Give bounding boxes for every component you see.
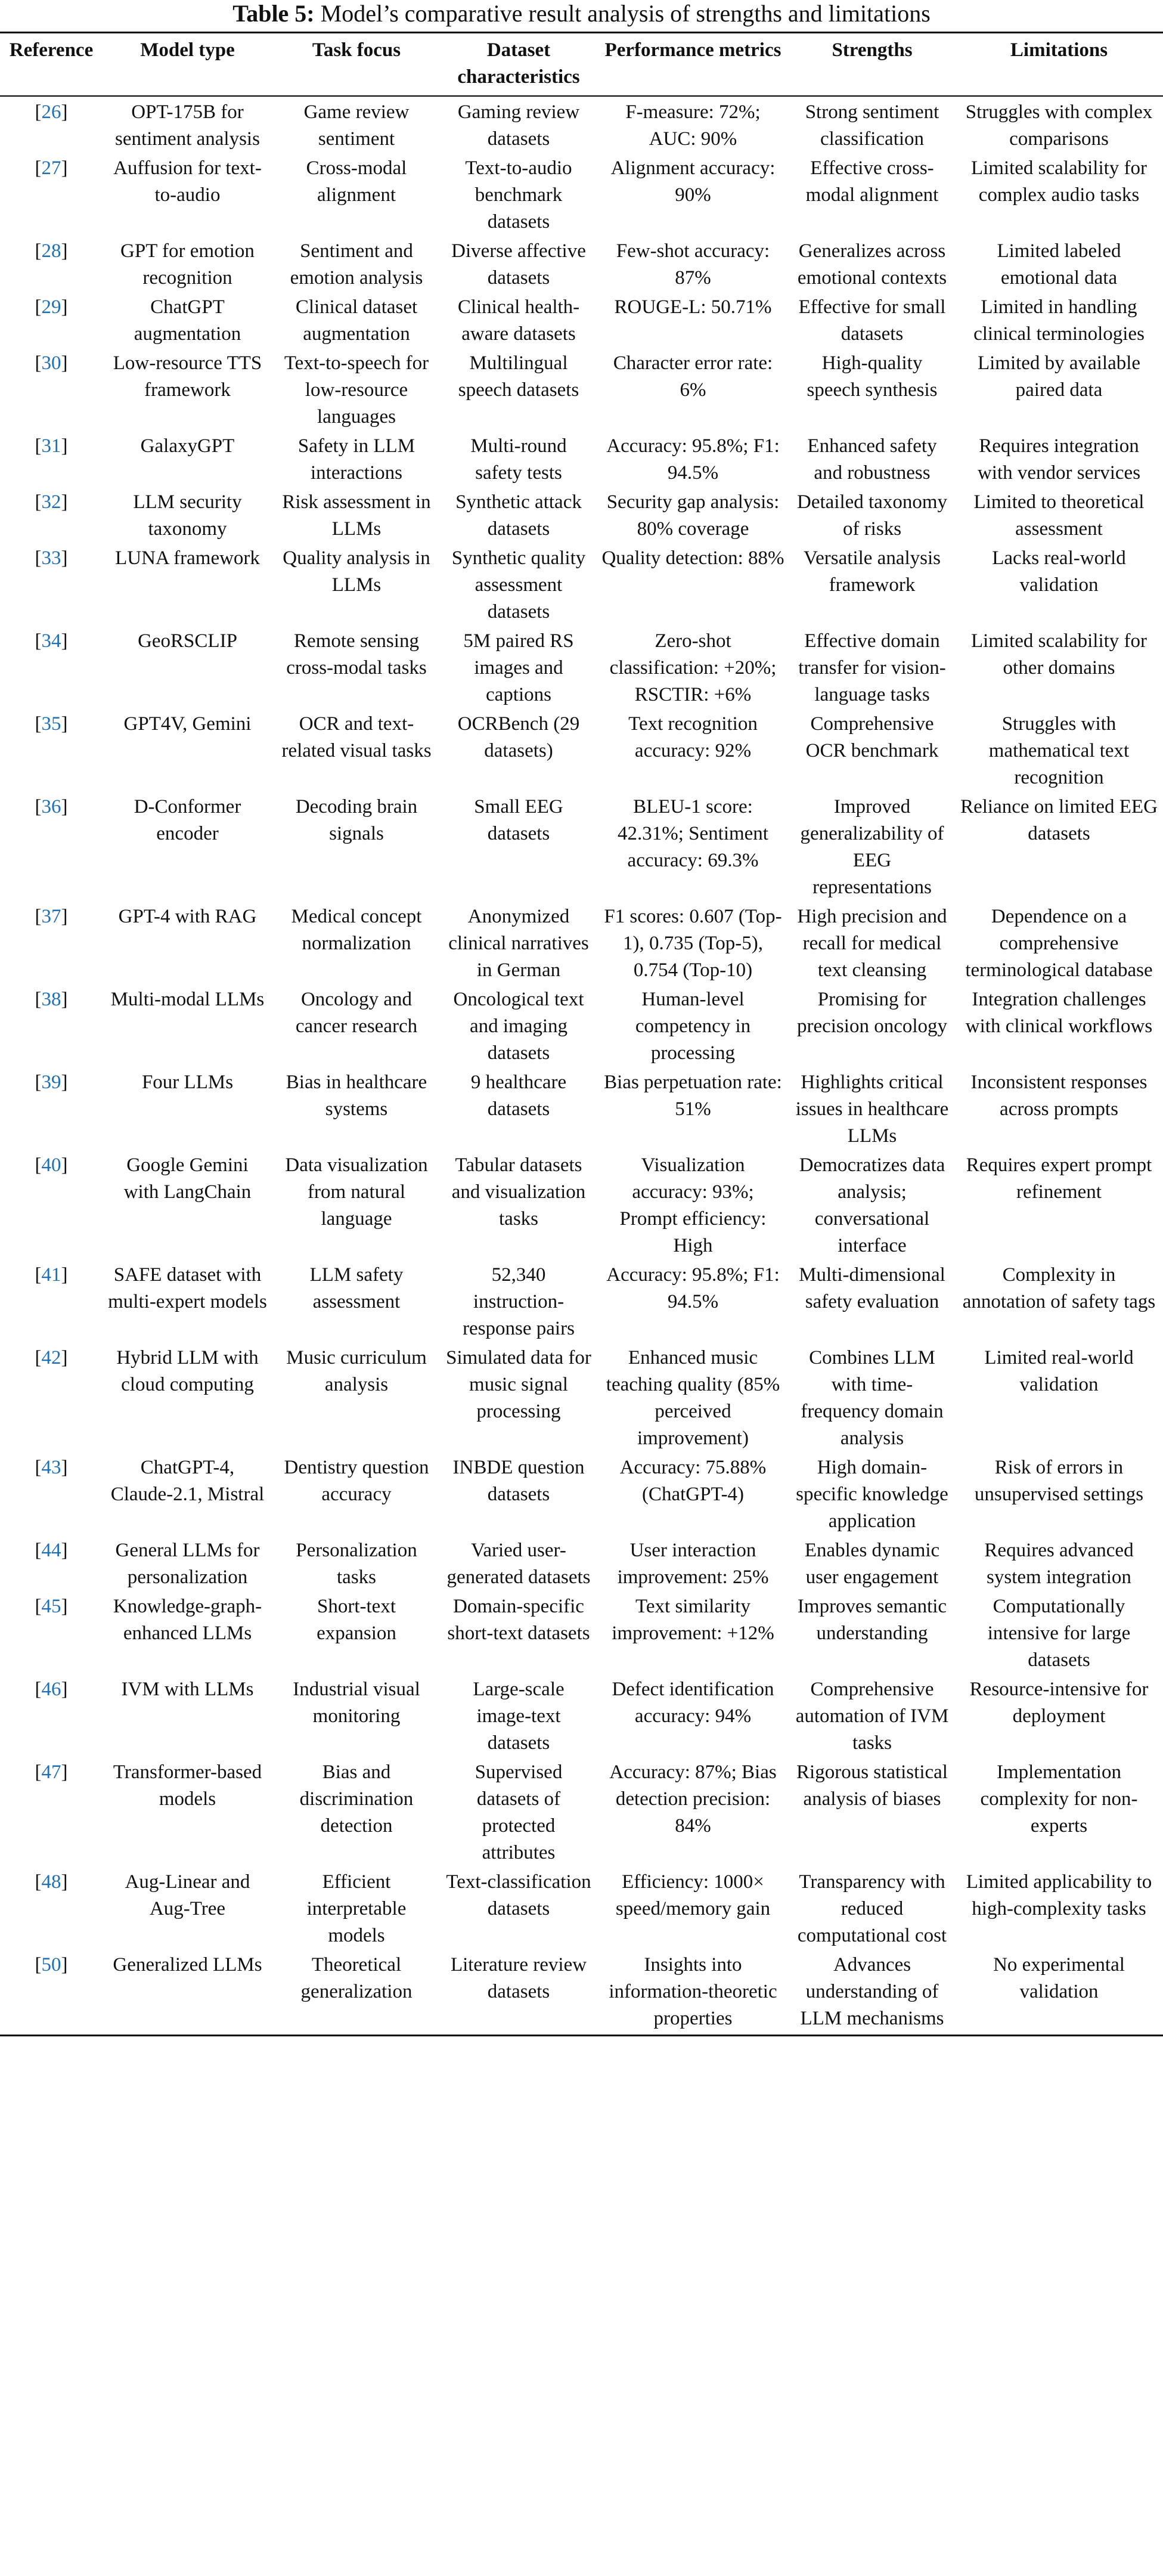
cell-strengths: Combines LLM with time-frequency domain analysis [801, 1347, 944, 1449]
reference-link[interactable]: 50 [41, 1954, 61, 1976]
reference-link[interactable]: 29 [41, 296, 61, 318]
reference-link[interactable]: 42 [41, 1347, 61, 1368]
cell-strengths: Democratizes data analysis; conversational interface [799, 1154, 945, 1256]
cell-limitations: Reliance on limited EEG datasets [960, 796, 1158, 844]
cell-model-type: Google Gemini with LangChain [123, 1154, 252, 1203]
cell-strengths: Improves semantic understanding [797, 1596, 947, 1644]
table-row [0, 1342, 1163, 1452]
table-row [0, 1949, 1163, 2036]
cell-performance-metrics: User interaction improvement: 25% [617, 1540, 769, 1588]
reference-link[interactable]: 31 [41, 435, 61, 457]
reference-link[interactable]: 26 [41, 101, 61, 123]
cell-strengths: Promising for precision oncology [796, 989, 948, 1037]
cell-limitations: Limited real-world validation [984, 1347, 1134, 1395]
cell-strengths: High domain-specific knowledge application [796, 1457, 948, 1532]
cell-performance-metrics: Character error rate: 6% [613, 352, 773, 401]
cell-task-focus: Personalization tasks [296, 1540, 417, 1588]
cell-performance-metrics: Accuracy: 95.8%; F1: 94.5% [606, 435, 780, 484]
table-caption-label: Table 5: [232, 0, 315, 27]
reference-link[interactable]: 45 [41, 1596, 61, 1617]
cell-task-focus: Quality analysis in LLMs [283, 547, 430, 596]
reference-link[interactable]: 30 [41, 352, 61, 374]
cell-reference: [33] [35, 547, 68, 569]
cell-strengths: Effective for small datasets [798, 296, 946, 345]
cell-model-type: Low-resource TTS framework [113, 352, 262, 401]
table-body [0, 96, 1163, 2036]
cell-task-focus: Bias in healthcare systems [286, 1072, 427, 1120]
cell-performance-metrics: Efficiency: 1000× speed/memory gain [615, 1871, 771, 1919]
cell-task-focus: Text-to-speech for low-resource languages [284, 352, 429, 428]
cell-dataset-characteristics: Varied user-generated datasets [446, 1540, 591, 1588]
cell-dataset-characteristics: Multi-round safety tests [470, 435, 567, 484]
cell-dataset-characteristics: Synthetic attack datasets [455, 491, 582, 540]
cell-model-type: Four LLMs [141, 1072, 234, 1093]
cell-dataset-characteristics: Large-scale image-text datasets [473, 1679, 565, 1754]
cell-performance-metrics: Security gap analysis: 80% coverage [606, 491, 780, 540]
cell-reference: [45] [35, 1596, 68, 1617]
cell-model-type: GPT4V, Gemini [123, 713, 252, 735]
cell-task-focus: Industrial visual monitoring [293, 1679, 420, 1727]
cell-dataset-characteristics: Gaming review datasets [457, 101, 580, 150]
cell-performance-metrics: Few-shot accuracy: 87% [616, 240, 770, 289]
cell-reference: [41] [35, 1264, 68, 1286]
header-performance-metrics: Performance metrics [597, 33, 789, 97]
cell-reference: [27] [35, 157, 68, 179]
header-task-focus: Task focus [272, 33, 441, 97]
reference-link[interactable]: 47 [41, 1761, 61, 1783]
reference-link[interactable]: 38 [41, 989, 61, 1010]
cell-model-type: LUNA framework [115, 547, 260, 569]
reference-link[interactable]: 40 [41, 1154, 61, 1176]
cell-performance-metrics: F1 scores: 0.607 (Top-1), 0.735 (Top-5), 0.754 (Top-10) [604, 906, 782, 981]
cell-task-focus: LLM safety assessment [309, 1264, 404, 1312]
table-row [0, 1866, 1163, 1949]
header-row [0, 33, 1163, 97]
cell-limitations: Dependence on a comprehensive terminological database [965, 906, 1153, 981]
cell-task-focus: Oncology and cancer research [295, 989, 418, 1037]
cell-reference: [48] [35, 1871, 68, 1893]
cell-task-focus: Theoretical generalization [272, 1949, 441, 2036]
cell-strengths: Detailed taxonomy of risks [796, 491, 947, 540]
cell-performance-metrics: Enhanced music teaching quality (85% perceived improvement) [606, 1347, 780, 1449]
cell-model-type: OPT-175B for sentiment analysis [115, 101, 260, 150]
table-row [0, 1757, 1163, 1866]
cell-strengths: Effective domain transfer for vision-language tasks [798, 630, 946, 705]
reference-link[interactable]: 41 [41, 1264, 61, 1286]
cell-limitations: Limited to theoretical assessment [973, 491, 1145, 540]
cell-limitations: Implementation complexity for non-experts [980, 1761, 1138, 1837]
cell-task-focus: Decoding brain signals [295, 796, 418, 844]
cell-performance-metrics: F-measure: 72%; AUC: 90% [625, 101, 761, 150]
reference-link[interactable]: 28 [41, 240, 61, 262]
cell-task-focus: Remote sensing cross-modal tasks [286, 630, 427, 679]
cell-model-type: ChatGPT-4, Claude-2.1, Mistral [110, 1457, 265, 1505]
cell-reference: [28] [35, 240, 68, 262]
cell-limitations: Lacks real-world validation [992, 547, 1126, 596]
cell-performance-metrics: Visualization accuracy: 93%; Prompt efficiency: High [619, 1154, 767, 1256]
table-row [0, 487, 1163, 543]
cell-limitations: Struggles with mathematical text recognition [988, 713, 1130, 788]
cell-performance-metrics: Bias perpetuation rate: 51% [604, 1072, 782, 1120]
cell-reference: [29] [35, 296, 68, 318]
table-row [0, 901, 1163, 984]
cell-dataset-characteristics: Tabular datasets and visualization tasks [451, 1154, 586, 1230]
cell-model-type: GeoRSCLIP [138, 630, 237, 652]
cell-limitations: Struggles with complex comparisons [965, 101, 1153, 150]
reference-link[interactable]: 32 [41, 491, 61, 513]
table-row [0, 431, 1163, 487]
table-row [0, 1674, 1163, 1757]
table-row [0, 543, 1163, 626]
cell-strengths: Versatile analysis framework [803, 547, 941, 596]
cell-dataset-characteristics: Text-classification datasets [446, 1871, 591, 1919]
cell-model-type: Generalized LLMs [103, 1949, 272, 2036]
cell-performance-metrics: Quality detection: 88% [601, 547, 784, 569]
cell-reference: [31] [35, 435, 68, 457]
cell-limitations: Requires integration with vendor services [977, 435, 1141, 484]
cell-performance-metrics: Insights into information-theoretic properties [597, 1949, 789, 2036]
cell-dataset-characteristics: Diverse affective datasets [451, 240, 586, 289]
cell-strengths: Generalizes across emotional contexts [797, 240, 947, 289]
table-row [0, 1259, 1163, 1342]
cell-limitations: Inconsistent responses across prompts [970, 1072, 1148, 1120]
cell-dataset-characteristics: Literature review datasets [441, 1949, 597, 2036]
cell-strengths: Effective cross-modal alignment [805, 157, 939, 206]
table-row [0, 348, 1163, 431]
header-strengths: Strengths [789, 33, 955, 97]
table-row [0, 1067, 1163, 1150]
cell-performance-metrics: Defect identification accuracy: 94% [612, 1679, 774, 1727]
cell-reference: [47] [35, 1761, 68, 1783]
cell-limitations: Risk of errors in unsupervised settings [974, 1457, 1144, 1505]
cell-strengths: Multi-dimensional safety evaluation [799, 1264, 945, 1312]
cell-dataset-characteristics: Synthetic quality assessment datasets [451, 547, 586, 623]
comparison-table [0, 32, 1163, 2036]
cell-strengths: High precision and recall for medical text cleansing [797, 906, 947, 981]
cell-strengths: Comprehensive automation of IVM tasks [795, 1679, 949, 1754]
cell-task-focus: Clinical dataset augmentation [295, 296, 418, 345]
cell-limitations: Resource-intensive for deployment [969, 1679, 1149, 1727]
header-reference: Reference [0, 33, 103, 97]
cell-model-type: Multi-modal LLMs [110, 989, 265, 1010]
cell-dataset-characteristics: 9 healthcare datasets [470, 1072, 567, 1120]
cell-model-type: GPT for emotion recognition [120, 240, 255, 289]
cell-dataset-characteristics: Simulated data for music signal processing [446, 1347, 591, 1422]
cell-strengths: Rigorous statistical analysis of biases [796, 1761, 948, 1810]
cell-strengths: Enables dynamic user engagement [804, 1540, 940, 1588]
cell-reference: [50] [0, 1949, 103, 2036]
cell-dataset-characteristics: Text-to-audio benchmark datasets [465, 157, 572, 233]
cell-task-focus: Game review sentiment [303, 101, 410, 150]
table-row [0, 626, 1163, 708]
cell-performance-metrics: Accuracy: 75.88% (ChatGPT-4) [619, 1457, 767, 1505]
cell-task-focus: Data visualization from natural language [285, 1154, 428, 1230]
cell-model-type: Hybrid LLM with cloud computing [116, 1347, 259, 1395]
cell-limitations: Complexity in annotation of safety tags [962, 1264, 1156, 1312]
cell-limitations: Limited scalability for complex audio tasks [970, 157, 1148, 206]
cell-task-focus: Short-text expansion [317, 1596, 396, 1644]
cell-task-focus: Medical concept normalization [291, 906, 422, 954]
cell-task-focus: Music curriculum analysis [286, 1347, 427, 1395]
reference-link[interactable]: 39 [41, 1072, 61, 1093]
cell-model-type: ChatGPT augmentation [134, 296, 241, 345]
cell-performance-metrics: Human-level competency in processing [635, 989, 751, 1064]
cell-task-focus: Dentistry question accuracy [284, 1457, 429, 1505]
cell-reference: [46] [35, 1679, 68, 1700]
cell-reference: [32] [35, 491, 68, 513]
cell-dataset-characteristics: Oncological text and imaging datasets [453, 989, 584, 1064]
cell-performance-metrics: Text recognition accuracy: 92% [628, 713, 758, 761]
cell-limitations: Requires advanced system integration [984, 1540, 1134, 1588]
cell-dataset-characteristics: Supervised datasets of protected attributes [474, 1761, 563, 1863]
reference-link[interactable]: 37 [41, 906, 61, 927]
cell-model-type: SAFE dataset with multi-expert models [108, 1264, 267, 1312]
cell-strengths: Advances understanding of LLM mechanisms [789, 1949, 955, 2036]
reference-link[interactable]: 27 [41, 157, 61, 179]
cell-reference: [37] [35, 906, 68, 927]
cell-performance-metrics: ROUGE-L: 50.71% [614, 296, 772, 318]
cell-limitations: Limited by available paired data [977, 352, 1141, 401]
cell-dataset-characteristics: Domain-specific short-text datasets [447, 1596, 590, 1644]
cell-performance-metrics: Accuracy: 95.8%; F1: 94.5% [606, 1264, 780, 1312]
table-row [0, 153, 1163, 236]
cell-model-type: Transformer-based models [113, 1761, 262, 1810]
cell-limitations: Limited applicability to high-complexity tasks [966, 1871, 1152, 1919]
cell-performance-metrics: Zero-shot classification: +20%; RSCTIR: +6% [609, 630, 777, 705]
cell-strengths: Enhanced safety and robustness [807, 435, 937, 484]
cell-reference: [40] [35, 1154, 68, 1176]
cell-limitations: Limited scalability for other domains [970, 630, 1148, 679]
table-caption-text: Model’s comparative result analysis of strengths and limitations [314, 0, 931, 27]
cell-task-focus: Bias and discrimination detection [299, 1761, 414, 1837]
table-header [0, 33, 1163, 97]
table-row [0, 1452, 1163, 1535]
cell-dataset-characteristics: Small EEG datasets [474, 796, 563, 844]
cell-strengths: High-quality speech synthesis [807, 352, 938, 401]
reference-link[interactable]: 44 [41, 1540, 61, 1561]
cell-model-type: IVM with LLMs [121, 1679, 254, 1700]
cell-task-focus: Risk assessment in LLMs [282, 491, 431, 540]
cell-reference: [42] [35, 1347, 68, 1368]
cell-strengths: Highlights critical issues in healthcare LLMs [795, 1072, 949, 1147]
cell-limitations: Requires expert prompt refinement [966, 1154, 1152, 1203]
reference-link[interactable]: 36 [41, 796, 61, 818]
cell-limitations: No experimental validation [955, 1949, 1163, 2036]
table-row [0, 708, 1163, 791]
table-row [0, 791, 1163, 901]
cell-strengths: Transparency with reduced computational cost [797, 1871, 947, 1946]
header-model-type: Model type [103, 33, 272, 97]
cell-reference: [30] [35, 352, 68, 374]
cell-reference: [36] [35, 796, 68, 818]
cell-strengths: Strong sentiment classification [805, 101, 939, 150]
table-row [0, 1535, 1163, 1591]
cell-model-type: GalaxyGPT [140, 435, 235, 457]
table-row [0, 292, 1163, 348]
cell-task-focus: Sentiment and emotion analysis [290, 240, 423, 289]
cell-dataset-characteristics: INBDE question datasets [452, 1457, 585, 1505]
reference-link[interactable]: 48 [41, 1871, 61, 1893]
reference-link[interactable]: 43 [41, 1457, 61, 1478]
cell-limitations: Limited in handling clinical terminologies [973, 296, 1145, 345]
cell-performance-metrics: Text similarity improvement: +12% [612, 1596, 774, 1644]
cell-reference: [34] [35, 630, 68, 652]
cell-limitations: Computationally intensive for large datasets [987, 1596, 1131, 1671]
table-row [0, 1150, 1163, 1259]
reference-link[interactable]: 34 [41, 630, 61, 652]
table-caption [0, 0, 1163, 32]
table-row [0, 1591, 1163, 1674]
cell-model-type: D-Conformer encoder [134, 796, 241, 844]
cell-task-focus: Efficient interpretable models [306, 1871, 407, 1946]
cell-reference: [43] [35, 1457, 68, 1478]
header-dataset-characteristics: Dataset characteristics [441, 33, 597, 97]
cell-reference: [44] [35, 1540, 68, 1561]
cell-strengths: Comprehensive OCR benchmark [805, 713, 939, 761]
cell-model-type: Auffusion for text-to-audio [113, 157, 262, 206]
table-row [0, 236, 1163, 292]
cell-reference: [38] [35, 989, 68, 1010]
reference-link[interactable]: 46 [41, 1679, 61, 1700]
cell-model-type: General LLMs for personalization [115, 1540, 260, 1588]
cell-performance-metrics: BLEU-1 score: 42.31%; Sentiment accuracy: 69.3% [618, 796, 768, 871]
cell-model-type: Knowledge-graph-enhanced LLMs [113, 1596, 262, 1644]
header-limitations: Limitations [955, 33, 1163, 97]
cell-task-focus: OCR and text-related visual tasks [281, 713, 432, 761]
cell-dataset-characteristics: 5M paired RS images and captions [463, 630, 574, 705]
cell-dataset-characteristics: 52,340 instruction-response pairs [463, 1264, 575, 1339]
cell-dataset-characteristics: OCRBench (29 datasets) [457, 713, 580, 761]
cell-model-type: Aug-Linear and Aug-Tree [125, 1871, 250, 1919]
cell-dataset-characteristics: Anonymized clinical narratives in German [448, 906, 589, 981]
cell-task-focus: Safety in LLM interactions [297, 435, 415, 484]
cell-reference: [35] [35, 713, 68, 735]
cell-model-type: GPT-4 with RAG [118, 906, 257, 927]
cell-limitations: Limited labeled emotional data [997, 240, 1121, 289]
cell-task-focus: Cross-modal alignment [306, 157, 407, 206]
table-row [0, 96, 1163, 153]
reference-link[interactable]: 35 [41, 713, 61, 735]
cell-strengths: Improved generalizability of EEG representations [800, 796, 944, 898]
reference-link[interactable]: 33 [41, 547, 61, 569]
cell-performance-metrics: Accuracy: 87%; Bias detection precision: 84% [609, 1761, 777, 1837]
cell-reference: [26] [35, 101, 68, 123]
table-row [0, 984, 1163, 1067]
cell-dataset-characteristics: Multilingual speech datasets [458, 352, 579, 401]
cell-performance-metrics: Alignment accuracy: 90% [610, 157, 776, 206]
cell-model-type: LLM security taxonomy [133, 491, 242, 540]
cell-reference: [39] [35, 1072, 68, 1093]
cell-dataset-characteristics: Clinical health-aware datasets [457, 296, 580, 345]
cell-limitations: Integration challenges with clinical workflows [965, 989, 1153, 1037]
